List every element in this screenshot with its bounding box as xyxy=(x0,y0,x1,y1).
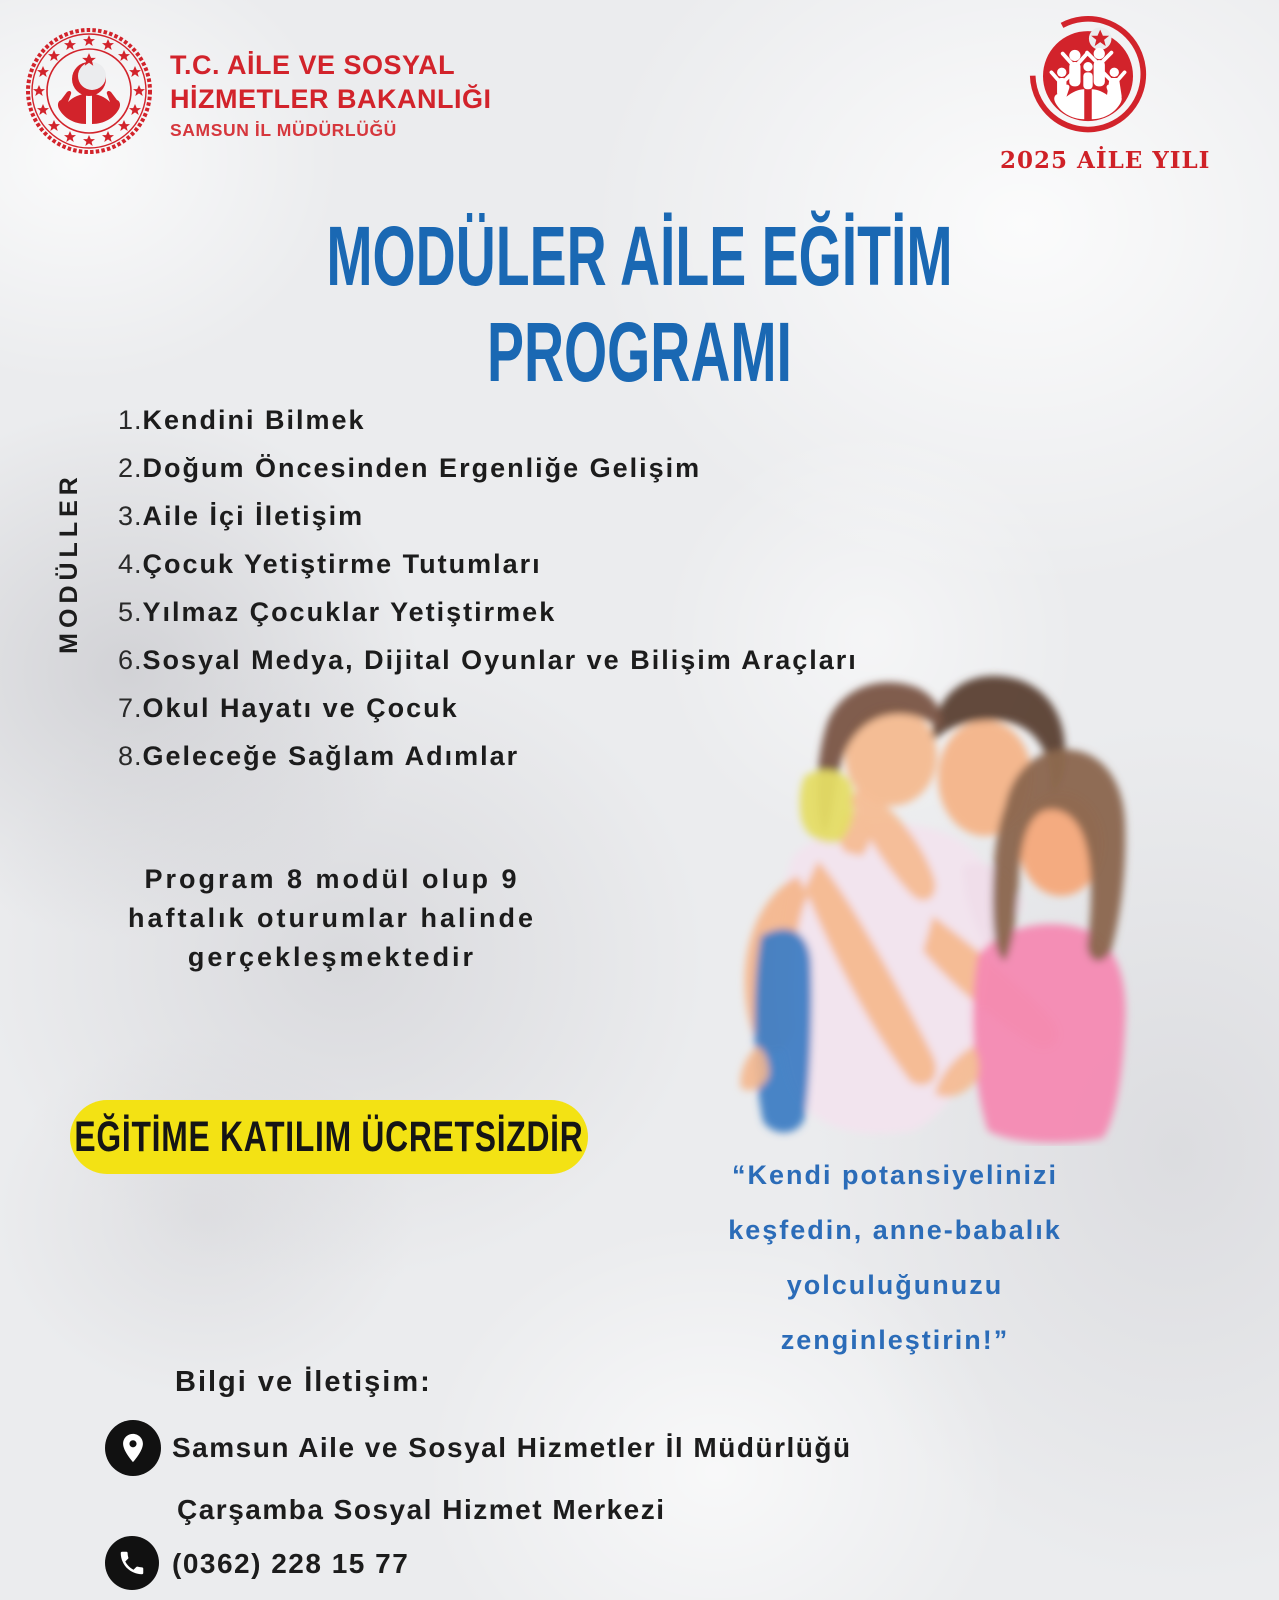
quote xyxy=(640,1148,1150,1368)
ministry-subtitle: SAMSUN İL MÜDÜRLÜĞÜ xyxy=(170,120,397,140)
contact-location-line2: Çarşamba Sosyal Hizmet Merkezi xyxy=(177,1494,666,1525)
module-number: 3. xyxy=(118,501,143,531)
ministry-name-line2: HİZMETLER BAKANLIĞI xyxy=(170,84,492,114)
ministry-emblem-icon xyxy=(24,26,154,161)
quote-line4: zenginleştirin!” xyxy=(780,1325,1010,1355)
module-label: Doğum Öncesinden Ergenliğe Gelişim xyxy=(142,453,702,483)
module-label: Çocuk Yetiştirme Tutumları xyxy=(142,549,542,579)
module-list-item xyxy=(118,742,858,770)
module-number: 1. xyxy=(118,405,143,435)
module-number: 6. xyxy=(118,645,143,675)
module-label: Sosyal Medya, Dijital Oyunlar ve Bilişim Araçları xyxy=(142,645,858,675)
module-list-item xyxy=(118,406,858,434)
page-title-line2: PROGRAMI xyxy=(487,305,792,399)
module-label: Aile İçi İletişim xyxy=(142,501,365,531)
module-list xyxy=(118,406,858,790)
module-list-item xyxy=(118,646,858,674)
module-number: 4. xyxy=(118,549,143,579)
quote-line3: yolculuğunuzu xyxy=(786,1270,1004,1300)
module-list-item xyxy=(118,502,858,530)
free-participation-badge xyxy=(70,1100,588,1174)
program-note-line3: gerçekleşmektedir xyxy=(187,942,477,972)
module-list-item xyxy=(118,550,858,578)
module-list-item xyxy=(118,694,858,722)
module-number: 8. xyxy=(118,741,143,771)
ministry-name-line1: T.C. AİLE VE SOSYAL xyxy=(170,50,456,80)
quote-line2: keşfedin, anne-babalık xyxy=(728,1215,1062,1245)
module-list-item xyxy=(118,454,858,482)
program-note xyxy=(58,860,606,977)
contact-heading: Bilgi ve İletişim: xyxy=(175,1366,432,1398)
family-year-label: 2025 AİLE YILI xyxy=(1000,147,1211,174)
free-participation-label: EĞİTİME KATILIM ÜCRETSİZDİR xyxy=(74,1112,584,1161)
module-label: Okul Hayatı ve Çocuk xyxy=(142,693,459,723)
module-number: 2. xyxy=(118,453,143,483)
quote-line1: “Kendi potansiyelinizi xyxy=(731,1160,1059,1190)
phone-icon xyxy=(105,1536,159,1590)
ministry-name xyxy=(170,48,491,141)
program-note-line1: Program 8 modül olup 9 xyxy=(144,864,520,894)
contact-phone: (0362) 228 15 77 xyxy=(172,1548,410,1579)
module-number: 5. xyxy=(118,597,143,627)
modules-side-label: MODÜLLER xyxy=(55,472,83,654)
program-note-line2: haftalık oturumlar halinde xyxy=(127,903,537,933)
module-label: Geleceğe Sağlam Adımlar xyxy=(142,741,520,771)
module-number: 7. xyxy=(118,693,143,723)
location-pin-icon xyxy=(105,1420,161,1476)
page-title-line1: MODÜLER AİLE EĞİTİM xyxy=(326,209,953,303)
family-year-2025-icon xyxy=(1013,14,1163,140)
module-list-item xyxy=(118,598,858,626)
page-title xyxy=(0,208,1279,400)
module-label: Kendini Bilmek xyxy=(142,405,366,435)
module-label: Yılmaz Çocuklar Yetiştirmek xyxy=(142,597,557,627)
contact-location-line1: Samsun Aile ve Sosyal Hizmetler İl Müdürlüğü xyxy=(172,1432,852,1463)
family-year-logo xyxy=(1000,14,1211,174)
